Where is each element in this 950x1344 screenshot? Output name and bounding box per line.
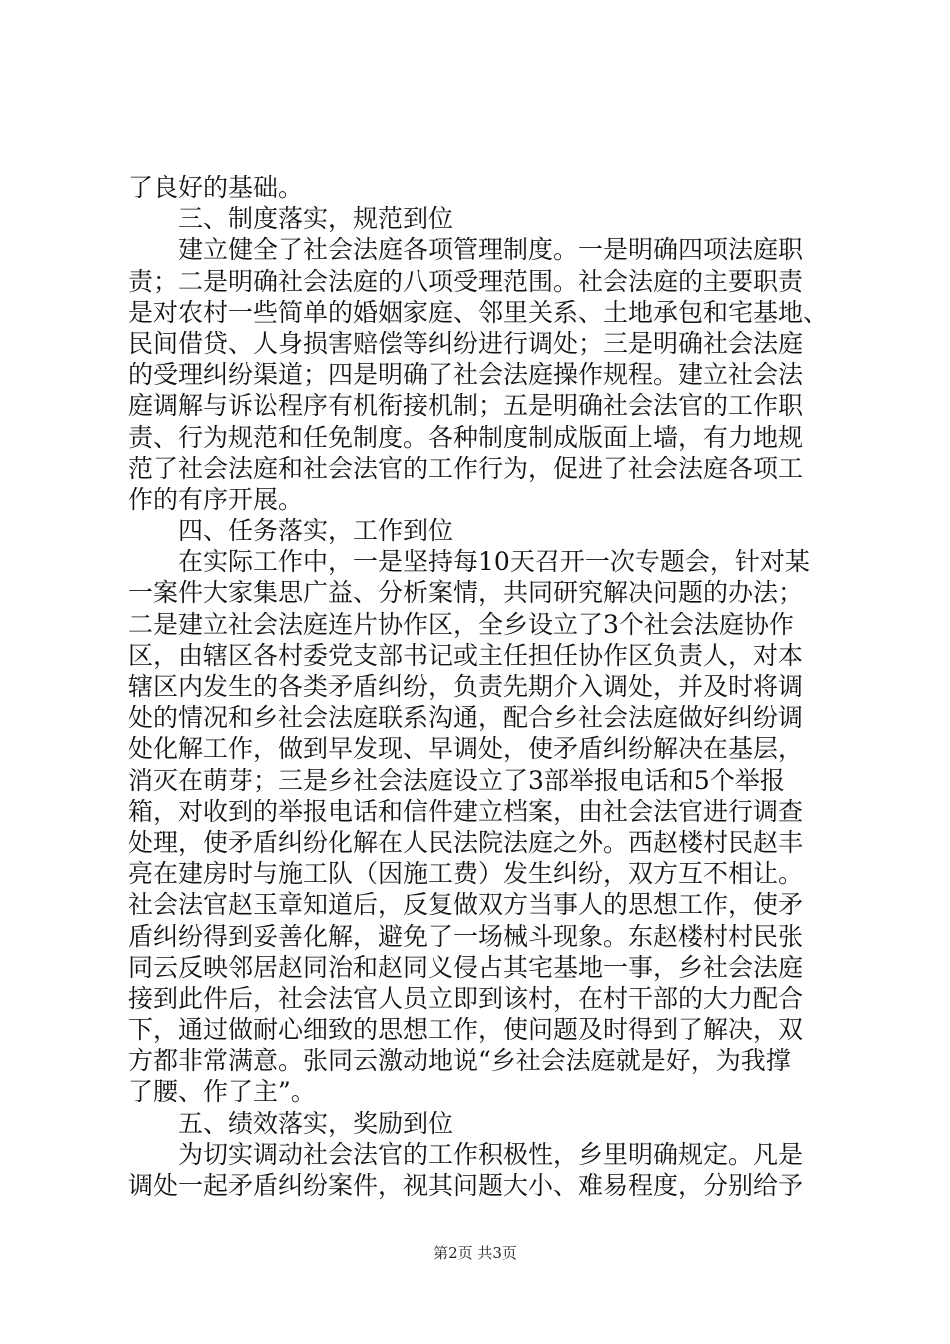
text-line: 五、绩效落实，奖励到位 [178,1108,454,1138]
text-line: 亮在建房时与施工队（因施工费）发生纠纷，双方互不相让。 [128,859,804,889]
text-line: 调处一起矛盾纠纷案件，视其问题大小、难易程度，分别给予 [128,1171,804,1200]
text-line: 辖区内发生的各类矛盾纠纷，负责先期介入调处，并及时将调 [128,672,804,701]
text-line: 范了社会法庭和社会法官的工作行为，促进了社会法庭各项工 [128,453,804,483]
text-line: 是对农村一些简单的婚姻家庭、邻里关系、土地承包和宅基地、 [128,297,829,327]
text-line: 庭调解与诉讼程序有机衔接机制；五是明确社会法官的工作职 [128,391,804,421]
text-line: 同云反映邻居赵同治和赵同义侵占其宅基地一事，乡社会法庭 [128,952,804,982]
text-line: 责、行为规范和任免制度。各种制度制成版面上墙，有力地规 [128,422,804,452]
text-line: 责；二是明确社会法庭的八项受理范围。社会法庭的主要职责 [128,266,804,296]
text-line: 社会法官赵玉章知道后，反复做双方当事人的思想工作，使矛 [128,890,804,920]
page-footer: 第2页 共3页 [433,1244,517,1262]
text-line: 处的情况和乡社会法庭联系沟通，配合乡社会法庭做好纠纷调 [128,703,804,733]
text-line: 下，通过做耐心细致的思想工作，使问题及时得到了解决，双 [128,1015,804,1045]
text-line: 二是建立社会法庭连片协作区，全乡设立了3个社会法庭协作 [128,609,794,639]
document-body [128,172,838,1201]
text-line: 民间借贷、人身损害赔偿等纠纷进行调处；三是明确社会法庭 [128,328,804,358]
text-line: 作的有序开展。 [128,484,304,514]
text-line: 的受理纠纷渠道；四是明确了社会法庭操作规程。建立社会法 [128,360,804,390]
text-line: 四、任务落实，工作到位 [178,516,454,546]
text-line: 一案件大家集思广益、分析案情，共同研究解决问题的办法； [128,578,804,608]
text-line: 接到此件后，社会法官人员立即到该村，在村干部的大力配合 [128,983,804,1013]
text-line: 了腰、作了主”。 [128,1077,316,1107]
text-line: 区，由辖区各村委党支部书记或主任担任协作区负责人，对本 [128,640,804,670]
text-line: 盾纠纷得到妥善化解，避免了一场械斗现象。东赵楼村村民张 [128,921,804,951]
text-line: 消灭在萌芽；三是乡社会法庭设立了3部举报电话和5个举报 [128,765,785,795]
text-line: 三、制度落实，规范到位 [178,204,454,234]
text-line: 在实际工作中，一是坚持每10天召开一次专题会，针对某 [178,547,810,577]
text-line: 方都非常满意。张同云激动地说“乡社会法庭就是好，为我撑 [128,1046,791,1076]
text-line: 处理，使矛盾纠纷化解在人民法院法庭之外。西赵楼村民赵丰 [128,827,804,857]
text-line: 了良好的基础。 [128,173,304,202]
text-line: 为切实调动社会法官的工作积极性，乡里明确规定。凡是 [178,1139,804,1169]
text-line: 箱，对收到的举报电话和信件建立档案，由社会法官进行调查 [128,796,804,826]
text-line: 建立健全了社会法庭各项管理制度。一是明确四项法庭职 [178,235,804,265]
text-line: 处化解工作，做到早发现、早调处，使矛盾纠纷解决在基层， [128,734,804,764]
